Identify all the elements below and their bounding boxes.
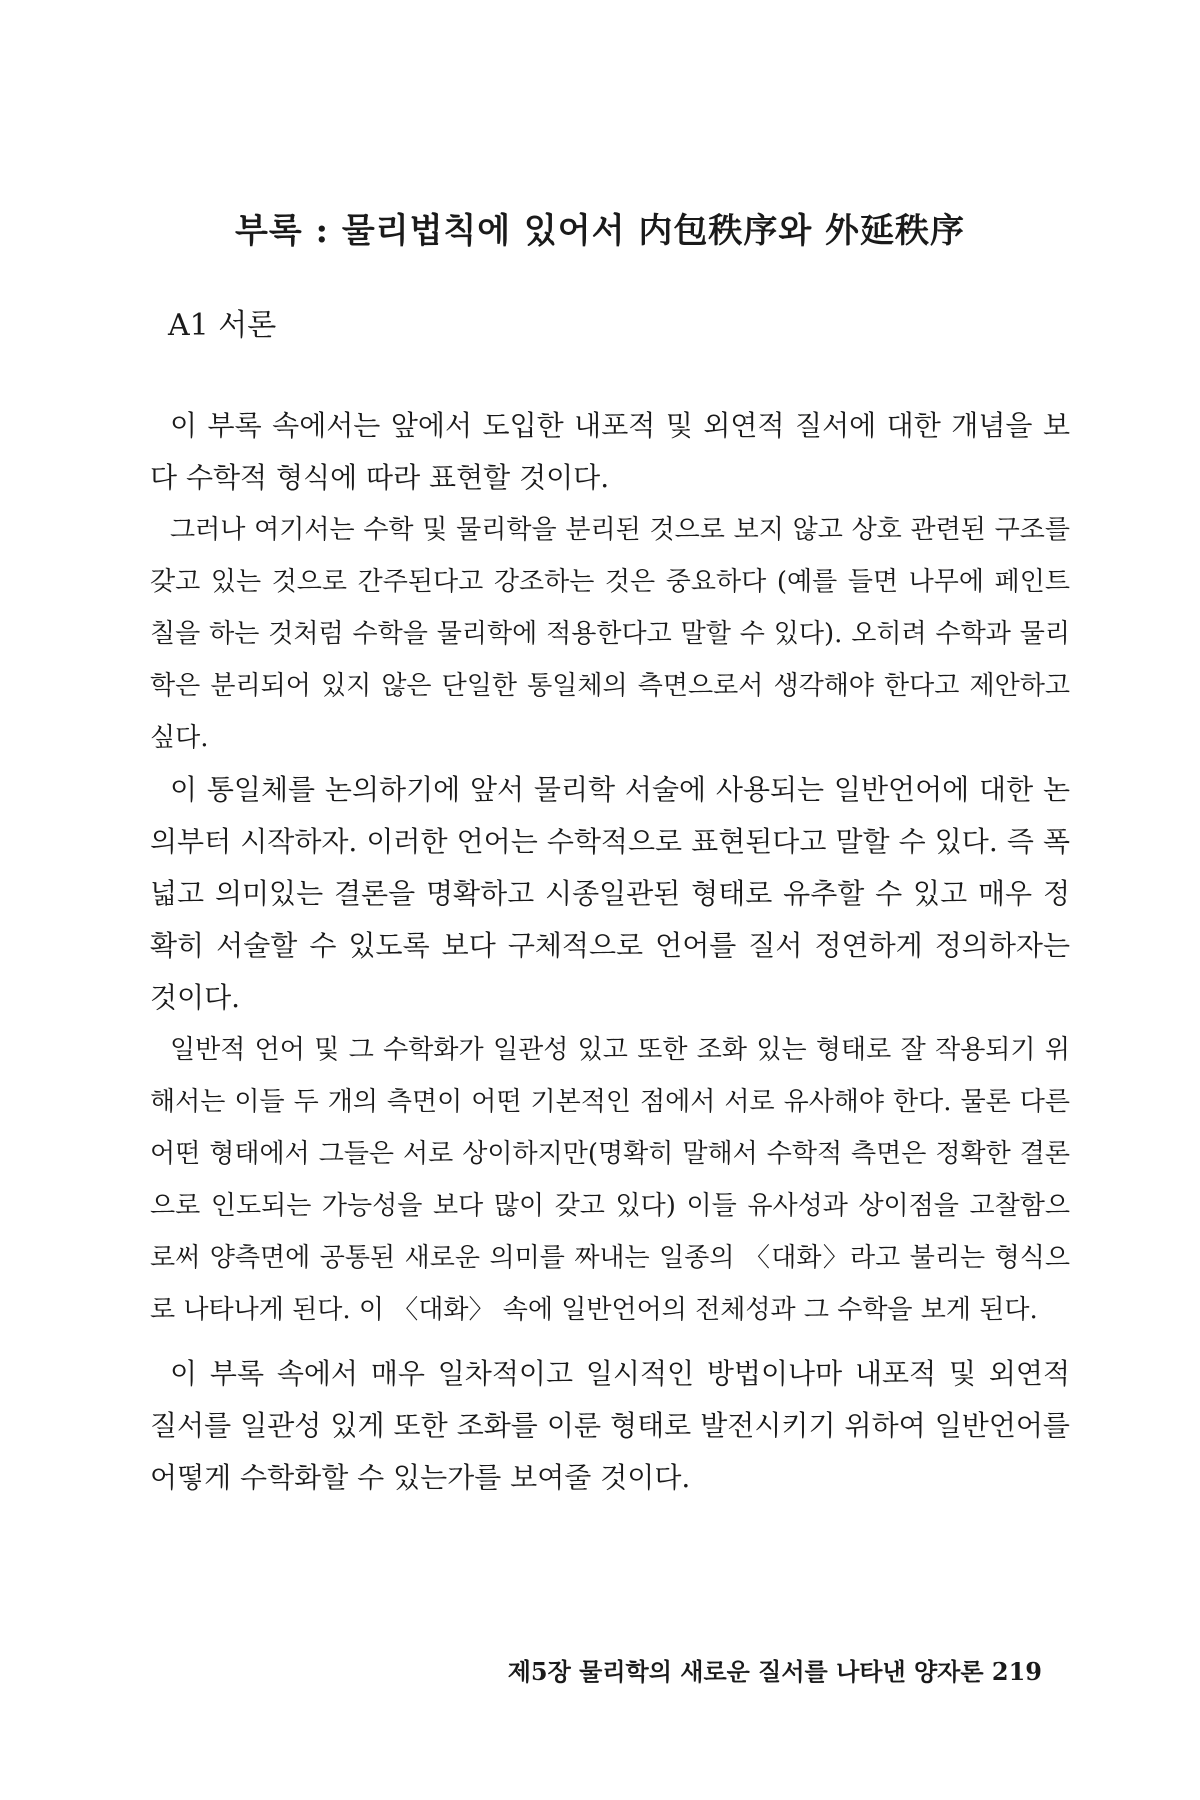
paragraph-2: 그러나 여기서는 수학 및 물리학을 분리된 것으로 보지 않고 상호 관련된 구조를 갖고 있는 것으로 간주된다고 강조하는 것은 중요하다 (예를 들면 나무에 페인트칠을 하는 것처럼 수학을 물리학에 적용한다고 말할 수 있다). 오히려 수학과 물리학은 분리되어 있지 않은 단일한 통일체의 측면으로서 생각해야 한다고 제안하고 싶다. [150, 515, 1070, 753]
page-footer: 제5장 물리학의 새로운 질서를 나타낸 양자론 219 [507, 1657, 1042, 1686]
paragraph-5: 이 부록 속에서 매우 일차적이고 일시적인 방법이나마 내포적 및 외연적 질서를 일관성 있게 또한 조화를 이룬 형태로 발전시키기 위하여 일반언어를 어떻게 수학화할 수 있는가를 보여줄 것이다. [150, 1357, 1070, 1494]
chapter-title: 부록 : 물리법칙에 있어서 内包秩序와 外延秩序 [234, 211, 966, 251]
body-text [150, 400, 1070, 1504]
paragraph-4: 일반적 언어 및 그 수학화가 일관성 있고 또한 조화 있는 형태로 잘 작용되기 위해서는 이들 두 개의 측면이 어떤 기본적인 점에서 서로 유사해야 한다. 물론 다른 어떤 형태에서 그들은 서로 상이하지만(명확히 말해서 수학적 측면은 정확한 결론으로 인도되는 가능성을 보다 많이 갖고 있다) 이들 유사성과 상이점을 고찰함으로써 양측면에 공통된 새로운 의미를 짜내는 일종의 〈대화〉라고 불리는 형식으로 나타나게 된다. 이 〈대화〉 속에 일반언어의 전체성과 그 수학을 보게 된다. [150, 1035, 1070, 1325]
paragraph-1: 이 부록 속에서는 앞에서 도입한 내포적 및 외연적 질서에 대한 개념을 보다 수학적 형식에 따라 표현할 것이다. [150, 409, 1070, 494]
section-heading: A1 서론 [168, 308, 277, 343]
paragraph-3: 이 통일체를 논의하기에 앞서 물리학 서술에 사용되는 일반언어에 대한 논의부터 시작하자. 이러한 언어는 수학적으로 표현된다고 말할 수 있다. 즉 폭넓고 의미있는 결론을 명확하고 시종일관된 형태로 유추할 수 있고 매우 정확히 서술할 수 있도록 보다 구체적으로 언어를 질서 정연하게 정의하자는 것이다. [150, 773, 1070, 1014]
